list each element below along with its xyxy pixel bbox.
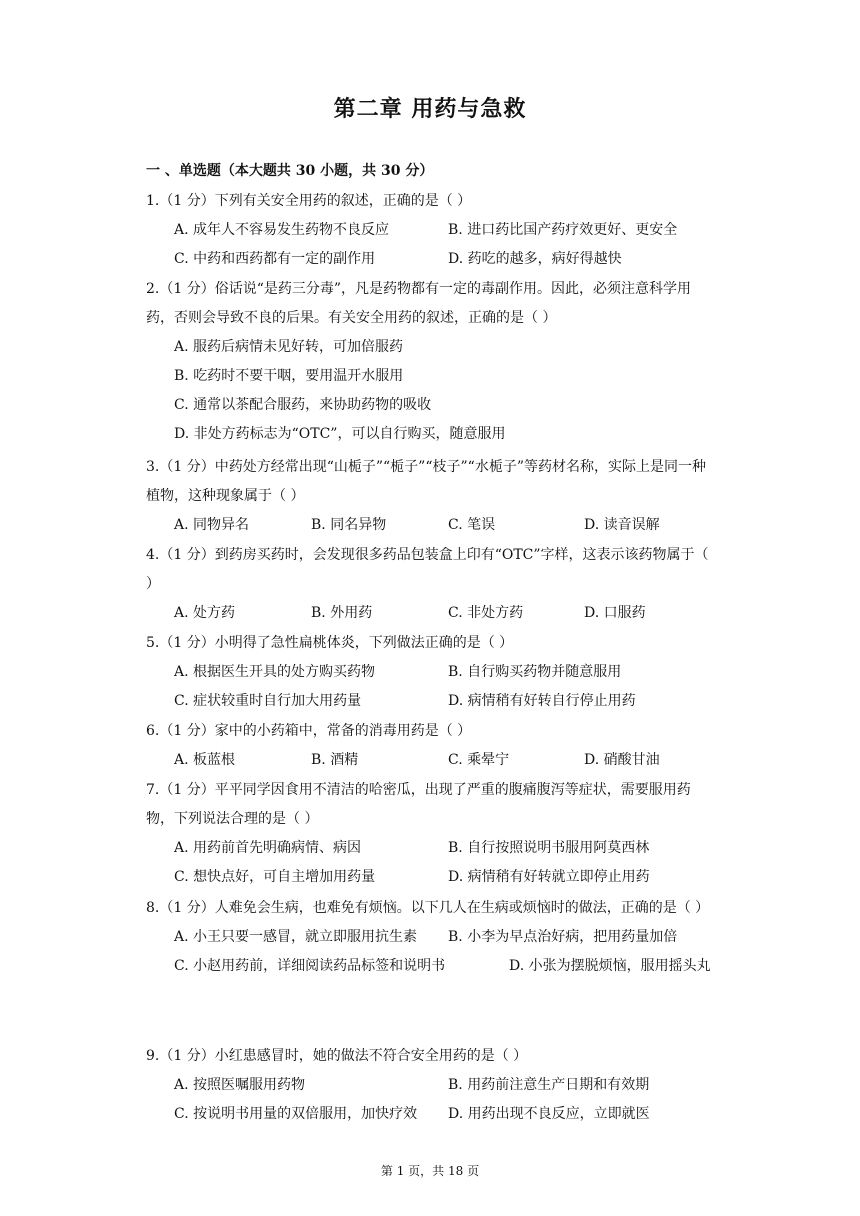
question-3 — [146, 453, 716, 540]
option-row — [146, 333, 716, 362]
question-stem: 5.（1 分）小明得了急性扁桃体炎，下列做法正确的是（ ） — [146, 635, 514, 651]
option-row — [146, 1071, 716, 1100]
question-2 — [146, 275, 716, 449]
option-d: D. 小张为摆脱烦恼，服用摇头丸 — [509, 958, 711, 974]
option-row — [146, 687, 716, 716]
option-a: A. 同物异名 — [174, 517, 250, 533]
option-d: D. 病情稍有好转就立即停止用药 — [448, 869, 650, 885]
question-5 — [146, 629, 716, 716]
option-row — [146, 952, 716, 1010]
option-row — [146, 420, 716, 449]
question-stem: 6.（1 分）家中的小药箱中，常备的消毒用药是（ ） — [146, 723, 472, 739]
option-c: C. 想快点好，可自主增加用药量 — [174, 869, 376, 885]
option-c: C. 乘晕宁 — [448, 752, 510, 768]
option-b: B. 自行按照说明书服用阿莫西林 — [448, 840, 650, 856]
option-row — [146, 923, 716, 952]
option-row — [146, 511, 716, 540]
page-number-footer: 第 1 页，共 18 页 — [380, 1164, 480, 1178]
option-c: C. 中药和西药都有一定的副作用 — [174, 251, 376, 267]
option-b: B. 酒精 — [311, 752, 359, 768]
option-c: C. 笔误 — [448, 517, 496, 533]
option-a: A. 成年人不容易发生药物不良反应 — [174, 222, 390, 238]
option-row — [146, 362, 716, 391]
option-row — [146, 1100, 716, 1129]
option-row — [146, 216, 716, 245]
option-a: A. 服药后病情未见好转，可加倍服药 — [174, 339, 404, 355]
option-c: C. 按说明书用量的双倍服用，加快疗效 — [174, 1106, 418, 1122]
option-row — [146, 245, 716, 274]
question-stem: 7.（1 分）平平同学因食用不清洁的哈密瓜，出现了严重的腹痛腹泻等症状，需要服用药物，下列说法合理的是（ ） — [146, 782, 691, 827]
question-4 — [146, 541, 716, 628]
option-row — [146, 863, 716, 892]
option-row — [146, 746, 716, 775]
option-d: D. 用药出现不良反应，立即就医 — [448, 1106, 650, 1122]
option-d: D. 硝酸甘油 — [584, 752, 660, 768]
option-row — [146, 658, 716, 687]
option-row — [146, 391, 716, 420]
option-b: B. 进口药比国产药疗效更好、更安全 — [448, 222, 678, 238]
option-d: D. 读音误解 — [584, 517, 660, 533]
page-title: 第二章 用药与急救 — [333, 96, 527, 122]
question-stem: 9.（1 分）小红患感冒时，她的做法不符合安全用药的是（ ） — [146, 1048, 528, 1064]
option-row — [146, 599, 716, 628]
question-stem: 8.（1 分）人难免会生病，也难免有烦恼。以下几人在生病或烦恼时的做法，正确的是（ ） — [146, 900, 710, 916]
option-d: D. 药吃的越多，病好得越快 — [448, 251, 622, 267]
option-b: B. 小李为早点治好病，把用药量加倍 — [448, 929, 678, 945]
option-row — [146, 834, 716, 863]
option-a: A. 用药前首先明确病情、病因 — [174, 840, 362, 856]
question-8 — [146, 894, 716, 1010]
question-stem: 1.（1 分）下列有关安全用药的叙述，正确的是（ ） — [146, 193, 472, 209]
question-stem: 2.（1 分）俗话说“是药三分毒”，凡是药物都有一定的毒副作用。因此，必须注意科学用药，否则会导致不良的后果。有关安全用药的叙述，正确的是（ ） — [146, 281, 692, 326]
option-d: D. 非处方药标志为“OTC”，可以自行购买，随意服用 — [174, 426, 506, 442]
option-c: C. 通常以茶配合服药，来协助药物的吸收 — [174, 397, 432, 413]
question-1 — [146, 187, 716, 274]
option-d: D. 病情稍有好转自行停止用药 — [448, 693, 636, 709]
section-heading: 一 、单选题（本大题共 30 小题，共 30 分） — [146, 163, 434, 179]
option-d: D. 口服药 — [584, 605, 646, 621]
option-b: B. 同名异物 — [311, 517, 387, 533]
question-6 — [146, 717, 716, 775]
option-c: C. 非处方药 — [448, 605, 524, 621]
option-a: A. 小王只要一感冒，就立即服用抗生素 — [174, 929, 418, 945]
option-b: B. 用药前注意生产日期和有效期 — [448, 1077, 650, 1093]
option-a: A. 按照医嘱服用药物 — [174, 1077, 306, 1093]
question-9 — [146, 1042, 716, 1129]
option-a: A. 板蓝根 — [174, 752, 236, 768]
option-b: B. 吃药时不要干咽，要用温开水服用 — [174, 368, 404, 384]
option-a: A. 根据医生开具的处方购买药物 — [174, 664, 376, 680]
option-c: C. 小赵用药前，详细阅读药品标签和说明书 — [174, 958, 446, 974]
question-7 — [146, 776, 716, 892]
option-a: A. 处方药 — [174, 605, 236, 621]
question-stem: 3.（1 分）中药处方经常出现“山栀子”“栀子”“枝子”“水栀子”等药材名称，实际上是同一种植物，这种现象属于（ ） — [146, 459, 706, 504]
question-stem: 4.（1 分）到药房买药时，会发现很多药品包装盒上印有“OTC”字样，这表示该药物属于（ ） — [146, 547, 709, 592]
option-b: B. 自行购买药物并随意服用 — [448, 664, 622, 680]
option-c: C. 症状较重时自行加大用药量 — [174, 693, 362, 709]
option-b: B. 外用药 — [311, 605, 373, 621]
